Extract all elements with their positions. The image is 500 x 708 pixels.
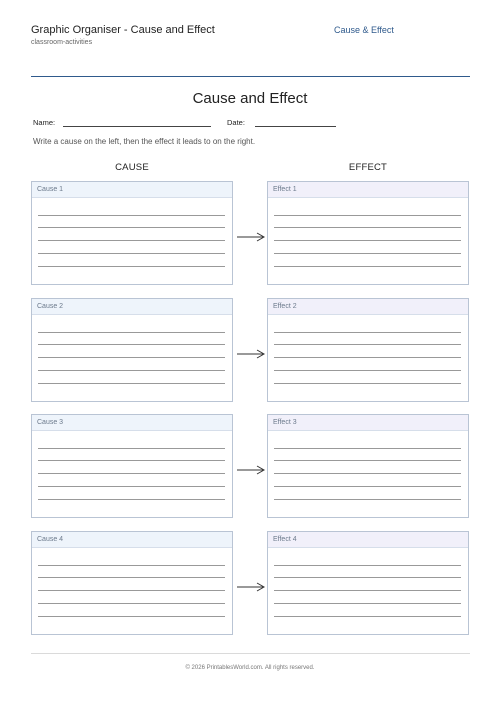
effect-box-label: Effect 3 (268, 415, 468, 431)
header-divider (31, 76, 470, 77)
right-arrow-icon (236, 579, 266, 589)
writing-line[interactable] (38, 486, 225, 487)
cause-box-3[interactable] (31, 414, 233, 518)
writing-line[interactable] (274, 357, 461, 358)
footer-divider (31, 653, 470, 654)
writing-line[interactable] (274, 565, 461, 566)
cause-column-heading: CAUSE (115, 162, 149, 173)
writing-line[interactable] (274, 383, 461, 384)
effect-box-label: Effect 2 (268, 299, 468, 315)
writing-line[interactable] (38, 383, 225, 384)
writing-line[interactable] (38, 448, 225, 449)
writing-line[interactable] (38, 240, 225, 241)
effect-box-label: Effect 4 (268, 532, 468, 548)
effect-box-1[interactable] (267, 181, 469, 285)
effect-box-label: Effect 1 (268, 182, 468, 198)
writing-line[interactable] (274, 590, 461, 591)
writing-line[interactable] (38, 577, 225, 578)
writing-line[interactable] (38, 460, 225, 461)
effect-column-heading: EFFECT (348, 162, 388, 173)
writing-line[interactable] (38, 215, 225, 216)
right-arrow-icon (236, 346, 266, 356)
right-arrow-icon (236, 229, 266, 239)
date-field[interactable] (255, 126, 336, 127)
writing-line[interactable] (38, 332, 225, 333)
name-field[interactable] (63, 126, 211, 127)
topic-tag: Cause & Effect (334, 25, 394, 35)
writing-line[interactable] (274, 577, 461, 578)
effect-box-4[interactable] (267, 531, 469, 635)
writing-line[interactable] (274, 215, 461, 216)
writing-line[interactable] (274, 448, 461, 449)
writing-line[interactable] (274, 473, 461, 474)
document-category: classroom-activities (31, 39, 93, 46)
writing-line[interactable] (38, 253, 225, 254)
writing-line[interactable] (38, 344, 225, 345)
writing-line[interactable] (38, 565, 225, 566)
writing-line[interactable] (38, 266, 225, 267)
writing-line[interactable] (38, 616, 225, 617)
writing-line[interactable] (274, 616, 461, 617)
cause-box-1[interactable] (31, 181, 233, 285)
writing-line[interactable] (274, 227, 461, 228)
effect-box-3[interactable] (267, 414, 469, 518)
copyright-footer: © 2026 PrintablesWorld.com. All rights reserved. (185, 665, 315, 671)
writing-line[interactable] (38, 499, 225, 500)
writing-line[interactable] (274, 370, 461, 371)
writing-line[interactable] (38, 590, 225, 591)
document-title: Graphic Organiser - Cause and Effect (31, 24, 215, 36)
worksheet-title: Cause and Effect (192, 90, 308, 107)
writing-line[interactable] (274, 603, 461, 604)
effect-box-2[interactable] (267, 298, 469, 402)
right-arrow-icon (236, 462, 266, 472)
cause-box-label: Cause 2 (32, 299, 232, 315)
writing-line[interactable] (274, 240, 461, 241)
writing-line[interactable] (38, 473, 225, 474)
cause-box-2[interactable] (31, 298, 233, 402)
writing-line[interactable] (274, 253, 461, 254)
writing-line[interactable] (274, 460, 461, 461)
date-label: Date: (227, 118, 245, 127)
name-label: Name: (33, 118, 56, 127)
writing-line[interactable] (38, 603, 225, 604)
writing-line[interactable] (38, 227, 225, 228)
cause-box-label: Cause 1 (32, 182, 232, 198)
writing-line[interactable] (274, 266, 461, 267)
writing-line[interactable] (274, 486, 461, 487)
instructions: Write a cause on the left, then the effect it leads to on the right. (33, 137, 256, 146)
cause-box-4[interactable] (31, 531, 233, 635)
writing-line[interactable] (38, 357, 225, 358)
cause-box-label: Cause 4 (32, 532, 232, 548)
writing-line[interactable] (274, 332, 461, 333)
writing-line[interactable] (274, 499, 461, 500)
cause-box-label: Cause 3 (32, 415, 232, 431)
writing-line[interactable] (274, 344, 461, 345)
writing-line[interactable] (38, 370, 225, 371)
